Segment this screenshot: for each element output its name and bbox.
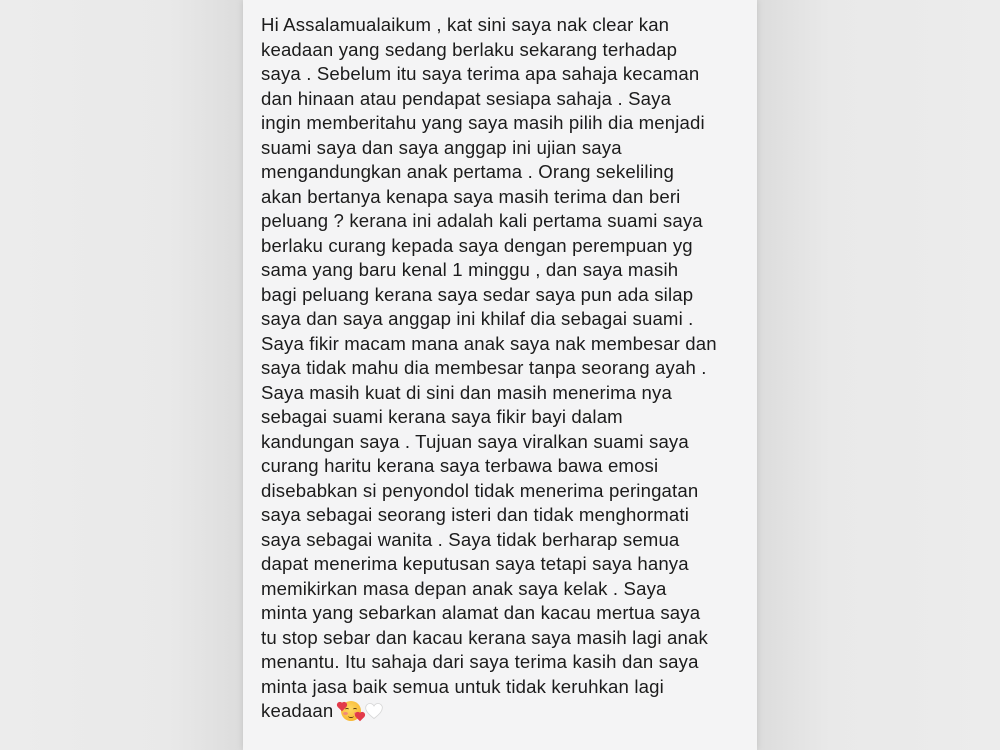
post-line: memikirkan masa depan anak saya kelak . Saya: [261, 577, 667, 599]
post-line: sebagai suami kerana saya fikir bayi dalam: [261, 406, 623, 427]
emoji-small-heart: [356, 713, 364, 721]
post-line: sama yang baru kenal 1 minggu , dan saya masih: [261, 259, 679, 280]
post-line: ingin memberitahu yang saya masih pilih dia menjadi: [261, 112, 705, 133]
post-line: akan bertanya kenapa saya masih terima dan beri: [261, 185, 681, 207]
post-line: minta jasa baik semua untuk tidak keruhkan lagi: [261, 675, 664, 697]
post-line: menantu. Itu sahaja dari saya terima kasih dan saya: [261, 651, 699, 672]
post-line: minta yang sebarkan alamat dan kacau mertua saya: [261, 602, 701, 623]
emoji-eye: [345, 708, 349, 711]
post-line: dapat menerima keputusan saya tetapi saya hanya: [261, 553, 689, 574]
right-blurred-background: [757, 0, 1000, 750]
smiling-face-with-hearts-icon: [341, 701, 361, 721]
post-line: saya sebagai wanita . Saya tidak berharap semua: [261, 528, 680, 550]
post-screenshot-panel: [243, 0, 757, 750]
post-line: disebabkan si penyondol tidak menerima peringatan: [261, 479, 699, 501]
post-line: saya . Sebelum itu saya terima apa sahaja kecaman: [261, 63, 700, 84]
post-line: kandungan saya . Tujuan saya viralkan suami saya: [261, 430, 689, 452]
post-body-text: [261, 13, 751, 724]
post-line: keadaan yang sedang berlaku sekarang terhadap: [261, 38, 678, 60]
post-line: berlaku curang kepada saya dengan perempuan yg: [261, 234, 693, 256]
post-line: saya tidak mahu dia membesar tanpa seorang ayah .: [261, 357, 707, 378]
post-line: tu stop sebar dan kacau kerana saya masih lagi anak: [261, 626, 708, 648]
post-line: saya dan saya anggap ini khilaf dia sebagai suami .: [261, 308, 694, 329]
post-line: mengandungkan anak pertama . Orang sekeliling: [261, 161, 674, 182]
post-line: saya sebagai seorang isteri dan tidak menghormati: [261, 504, 690, 525]
white-heart-icon: [364, 701, 384, 721]
post-line: dan hinaan atau pendapat sesiapa sahaja . Saya: [261, 87, 672, 109]
post-line: Saya masih kuat di sini dan masih menerima nya: [261, 381, 672, 403]
post-last-line: [261, 699, 751, 724]
post-line: Hi Assalamualaikum , kat sini saya nak clear kan: [261, 14, 670, 35]
post-line: bagi peluang kerana saya sedar saya pun ada silap: [261, 283, 694, 305]
post-line: peluang ? kerana ini adalah kali pertama suami saya: [261, 210, 703, 231]
left-blurred-background: [0, 0, 243, 750]
post-line: suami saya dan saya anggap ini ujian saya: [261, 136, 622, 158]
post-last-line-text: keadaan: [261, 700, 334, 721]
post-line: curang haritu kerana saya terbawa bawa emosi: [261, 455, 659, 476]
post-line: Saya fikir macam mana anak saya nak membesar dan: [261, 332, 717, 354]
